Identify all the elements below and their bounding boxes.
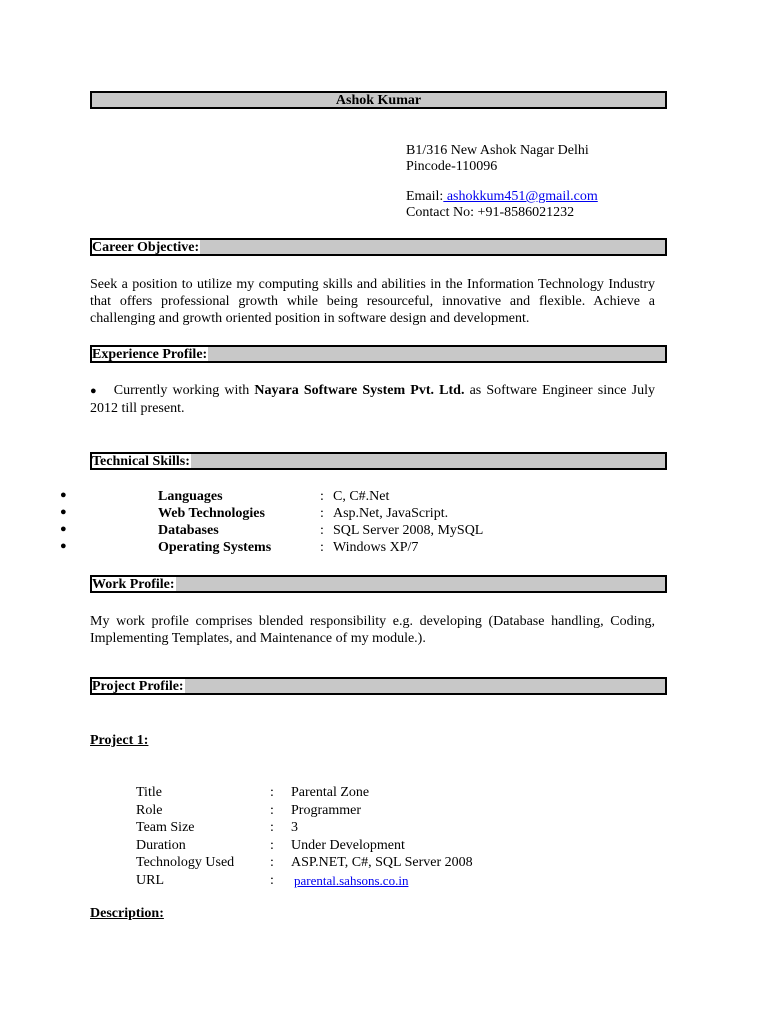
address-line-2: Pincode-110096 [406,159,498,174]
skill-sep: : [320,506,324,521]
email-line [406,189,598,205]
skill-row [60,489,660,506]
experience-profile-bar [90,345,667,363]
project-sep: : [270,820,274,835]
skill-sep: : [320,523,324,538]
skill-value: C, C#.Net [333,489,390,504]
bullet: ● [60,540,67,552]
project-key: Role [136,802,163,818]
project-value: Programmer [291,802,361,818]
skill-value: Windows XP/7 [333,540,419,555]
skill-key: Operating Systems [158,540,272,555]
bullet: ● [60,489,67,501]
candidate-name: Ashok Kumar [335,93,422,108]
contact-line: Contact No: +91-8586021232 [406,205,575,220]
project-key: Technology Used [136,855,235,870]
company-name: Nayara Software System Pvt. Ltd. [254,383,465,398]
project-1-details [136,785,556,890]
project-sep: : [270,802,274,818]
experience-item [90,382,655,417]
address-line-1: B1/316 New Ashok Nagar Delhi [406,143,589,158]
address-block [406,143,598,221]
skill-key: Web Technologies [158,506,265,521]
project-row [136,785,556,803]
skill-value: Asp.Net, JavaScript. [333,506,449,521]
career-objective-text: Seek a position to utilize my computing skills and abilities in the Information Technology Industry that offers professional growth while being resourceful, innovative and flexible. Achieve a challenging and growth oriented position in software design and development. [90,277,655,326]
project-sep: : [270,785,274,800]
work-profile-heading: Work Profile: [92,577,175,592]
work-profile-text: My work profile comprises blended responsibility e.g. developing (Database handling, Coding, Implementing Templates, and Maintenance of my module.). [90,614,655,646]
technical-skills-heading: Technical Skills: [92,454,190,469]
project-key: Duration [136,837,186,853]
project-profile-bar [90,677,667,695]
project-value: ASP.NET, C#, SQL Server 2008 [291,855,473,870]
experience-prefix: Currently working with [113,383,255,398]
skill-row [60,506,660,523]
project-sep: : [270,855,274,870]
career-objective-heading: Career Objective: [92,240,200,255]
skill-row [60,540,660,557]
project-url-link[interactable]: parental.sahsons.co.in [294,872,409,888]
project-key: Team Size [136,820,195,835]
experience-suffix: as Software Engineer since July 2012 till present. [90,383,655,416]
bullet: ● [60,506,67,518]
project-profile-heading: Project Profile: [92,679,184,694]
skill-key: Databases [158,523,219,538]
project-sep: : [270,872,274,888]
experience-profile-heading: Experience Profile: [92,347,208,362]
project-value: 3 [291,820,298,835]
skill-row [60,523,660,540]
work-profile-bar [90,575,667,593]
technical-skills-bar [90,452,667,470]
project-row [136,803,556,821]
project-value: Under Development [291,837,405,853]
project-sep: : [270,837,274,853]
project-1-heading: Project 1: [90,733,149,748]
skill-value: SQL Server 2008, MySQL [333,523,484,538]
project-row [136,873,556,891]
project-row [136,838,556,856]
email-link[interactable]: ashokkum451@gmail.com [443,189,598,204]
project-key: Title [136,785,162,800]
skills-list [60,489,660,557]
project-row [136,855,556,873]
skill-sep: : [320,489,324,504]
project-key: URL [136,872,164,888]
bullet: ● [60,523,67,535]
project-value: Parental Zone [291,785,370,800]
description-heading: Description: [90,906,164,921]
name-header-bar [90,91,667,109]
career-objective-bar [90,238,667,256]
email-label: Email: [406,189,444,204]
bullet: ● [90,385,99,397]
skill-sep: : [320,540,324,555]
skill-key: Languages [158,489,223,504]
project-row [136,820,556,838]
